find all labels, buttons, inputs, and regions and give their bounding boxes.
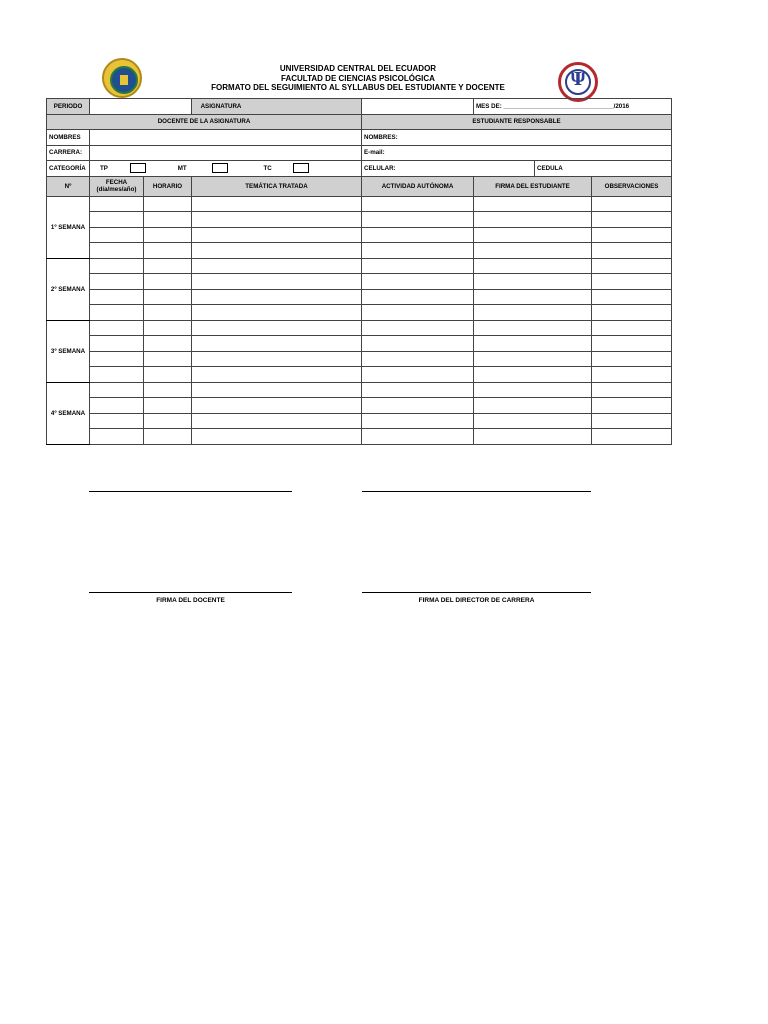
- firma-cell[interactable]: [474, 429, 592, 445]
- table-row: [47, 398, 672, 414]
- observaciones-cell[interactable]: [592, 305, 672, 321]
- horario-cell[interactable]: [144, 398, 192, 414]
- university-seal-icon: [102, 58, 142, 98]
- firma-cell[interactable]: [474, 289, 592, 305]
- observaciones-cell[interactable]: [592, 274, 672, 290]
- table-row: [47, 258, 672, 274]
- actividad-cell[interactable]: [362, 413, 474, 429]
- celular-field[interactable]: CELULAR:: [362, 161, 535, 177]
- table-row: [47, 351, 672, 367]
- horario-cell[interactable]: [144, 289, 192, 305]
- firma-director-label: FIRMA DEL DIRECTOR DE CARRERA: [418, 597, 535, 604]
- carrera-field[interactable]: [90, 145, 362, 161]
- firma-cell[interactable]: [474, 351, 592, 367]
- horario-cell[interactable]: [144, 320, 192, 336]
- week-label: 1º SEMANA: [47, 196, 90, 258]
- observaciones-cell[interactable]: [592, 336, 672, 352]
- firma-cell[interactable]: [474, 243, 592, 259]
- observaciones-cell[interactable]: [592, 367, 672, 383]
- psychology-faculty-logo-icon: Ψ: [558, 62, 598, 102]
- firma-cell[interactable]: [474, 258, 592, 274]
- signature-line-top-right: [362, 491, 591, 492]
- tematica-cell[interactable]: [192, 367, 362, 383]
- document-header: [190, 64, 526, 93]
- tematica-cell[interactable]: [192, 429, 362, 445]
- observaciones-cell[interactable]: [592, 413, 672, 429]
- observaciones-cell[interactable]: [592, 289, 672, 305]
- tematica-cell[interactable]: [192, 398, 362, 414]
- table-row: [47, 227, 672, 243]
- fecha-cell[interactable]: [90, 274, 144, 290]
- firma-cell[interactable]: [474, 320, 592, 336]
- tp-checkbox[interactable]: [130, 163, 146, 173]
- asignatura-field[interactable]: [362, 99, 474, 115]
- tematica-cell[interactable]: [192, 382, 362, 398]
- table-row: [47, 429, 672, 445]
- actividad-cell[interactable]: [362, 289, 474, 305]
- col-no: Nº: [47, 176, 90, 196]
- actividad-cell[interactable]: [362, 243, 474, 259]
- table-row: [47, 305, 672, 321]
- firma-cell[interactable]: [474, 367, 592, 383]
- observaciones-cell[interactable]: [592, 258, 672, 274]
- observaciones-cell[interactable]: [592, 382, 672, 398]
- observaciones-cell[interactable]: [592, 243, 672, 259]
- signature-line-director[interactable]: [362, 592, 591, 593]
- actividad-cell[interactable]: [362, 351, 474, 367]
- signature-line-docente[interactable]: [89, 592, 292, 593]
- week-label: 3º SEMANA: [47, 320, 90, 382]
- table-row: [47, 212, 672, 228]
- header-faculty: FACULTAD DE CIENCIAS PSICOLÓGICA: [281, 73, 435, 83]
- actividad-cell[interactable]: [362, 227, 474, 243]
- mes-field[interactable]: MES DE: ________________________________/2016: [474, 99, 672, 115]
- firma-cell[interactable]: [474, 212, 592, 228]
- table-row: [47, 320, 672, 336]
- col-actividad: ACTIVIDAD AUTÓNOMA: [362, 176, 474, 196]
- cedula-field[interactable]: CEDULA: [535, 161, 672, 177]
- table-row: [47, 367, 672, 383]
- horario-cell[interactable]: [144, 274, 192, 290]
- firma-cell[interactable]: [474, 274, 592, 290]
- observaciones-cell[interactable]: [592, 212, 672, 228]
- table-row: [47, 243, 672, 259]
- fecha-cell[interactable]: [90, 413, 144, 429]
- tematica-cell[interactable]: [192, 243, 362, 259]
- horario-cell[interactable]: [144, 227, 192, 243]
- horario-cell[interactable]: [144, 382, 192, 398]
- horario-cell[interactable]: [144, 196, 192, 212]
- carrera-label: CARRERA:: [47, 145, 90, 161]
- docente-section-title: DOCENTE DE LA ASIGNATURA: [47, 114, 362, 130]
- tematica-cell[interactable]: [192, 336, 362, 352]
- tematica-cell[interactable]: [192, 320, 362, 336]
- horario-cell[interactable]: [144, 305, 192, 321]
- tematica-cell[interactable]: [192, 351, 362, 367]
- fecha-cell[interactable]: [90, 320, 144, 336]
- tematica-cell[interactable]: [192, 196, 362, 212]
- tematica-cell[interactable]: [192, 305, 362, 321]
- fecha-cell[interactable]: [90, 336, 144, 352]
- actividad-cell[interactable]: [362, 398, 474, 414]
- actividad-cell[interactable]: [362, 367, 474, 383]
- signature-line-top-left: [89, 491, 292, 492]
- tematica-cell[interactable]: [192, 212, 362, 228]
- tematica-cell[interactable]: [192, 289, 362, 305]
- table-row: [47, 196, 672, 212]
- horario-cell[interactable]: [144, 336, 192, 352]
- horario-cell[interactable]: [144, 243, 192, 259]
- table-row: [47, 413, 672, 429]
- header-university: UNIVERSIDAD CENTRAL DEL ECUADOR: [279, 64, 437, 73]
- table-row: [47, 336, 672, 352]
- actividad-cell[interactable]: [362, 336, 474, 352]
- fecha-cell[interactable]: [90, 212, 144, 228]
- mt-checkbox[interactable]: [212, 163, 228, 173]
- firma-cell[interactable]: [474, 227, 592, 243]
- table-row: [47, 382, 672, 398]
- email-field[interactable]: E-mail:: [362, 145, 672, 161]
- asignatura-label: ASIGNATURA: [192, 99, 362, 115]
- firma-cell[interactable]: [474, 413, 592, 429]
- observaciones-cell[interactable]: [592, 429, 672, 445]
- syllabus-tracking-table: [46, 98, 672, 445]
- observaciones-cell[interactable]: [592, 398, 672, 414]
- fecha-cell[interactable]: [90, 258, 144, 274]
- firma-cell[interactable]: [474, 305, 592, 321]
- horario-cell[interactable]: [144, 212, 192, 228]
- col-observaciones: OBSERVACIONES: [592, 176, 672, 196]
- estudiante-section-title: ESTUDIANTE RESPONSABLE: [362, 114, 672, 130]
- nombres-docente-field[interactable]: [90, 130, 362, 146]
- actividad-cell[interactable]: [362, 196, 474, 212]
- horario-cell[interactable]: [144, 429, 192, 445]
- fecha-cell[interactable]: [90, 243, 144, 259]
- observaciones-cell[interactable]: [592, 351, 672, 367]
- col-horario: HORARIO: [144, 176, 192, 196]
- observaciones-cell[interactable]: [592, 320, 672, 336]
- observaciones-cell[interactable]: [592, 227, 672, 243]
- header-format-title: FORMATO DEL SEGUIMIENTO AL SYLLABUS DEL ESTUDIANTE Y DOCENTE: [211, 83, 505, 92]
- table-row: [47, 289, 672, 305]
- horario-cell[interactable]: [144, 351, 192, 367]
- fecha-cell[interactable]: [90, 398, 144, 414]
- col-firma-estudiante: FIRMA DEL ESTUDIANTE: [474, 176, 592, 196]
- actividad-cell[interactable]: [362, 258, 474, 274]
- firma-cell[interactable]: [474, 336, 592, 352]
- tematica-cell[interactable]: [192, 413, 362, 429]
- fecha-cell[interactable]: [90, 305, 144, 321]
- periodo-field[interactable]: [90, 99, 192, 115]
- actividad-cell[interactable]: [362, 382, 474, 398]
- nombres-estudiante-field[interactable]: NOMBRES:: [362, 130, 672, 146]
- tematica-cell[interactable]: [192, 227, 362, 243]
- fecha-cell[interactable]: [90, 196, 144, 212]
- firma-cell[interactable]: [474, 382, 592, 398]
- col-tematica: TEMÁTICA TRATADA: [192, 176, 362, 196]
- fecha-cell[interactable]: [90, 351, 144, 367]
- actividad-cell[interactable]: [362, 274, 474, 290]
- horario-cell[interactable]: [144, 367, 192, 383]
- fecha-cell[interactable]: [90, 289, 144, 305]
- table-row: [47, 274, 672, 290]
- actividad-cell[interactable]: [362, 320, 474, 336]
- col-fecha: FECHA (día/mes/año): [90, 176, 144, 196]
- nombres-docente-label: NOMBRES: [47, 130, 90, 146]
- categoria-label: CATEGORÍA: [47, 161, 90, 177]
- horario-cell[interactable]: [144, 413, 192, 429]
- fecha-cell[interactable]: [90, 367, 144, 383]
- actividad-cell[interactable]: [362, 429, 474, 445]
- firma-cell[interactable]: [474, 398, 592, 414]
- categoria-options: TP MT TC: [90, 161, 362, 177]
- fecha-cell[interactable]: [90, 227, 144, 243]
- fecha-cell[interactable]: [90, 382, 144, 398]
- tematica-cell[interactable]: [192, 274, 362, 290]
- week-label: 2º SEMANA: [47, 258, 90, 320]
- fecha-cell[interactable]: [90, 429, 144, 445]
- horario-cell[interactable]: [144, 258, 192, 274]
- tc-checkbox[interactable]: [293, 163, 309, 173]
- firma-cell[interactable]: [474, 196, 592, 212]
- periodo-label: PERIODO: [47, 99, 90, 115]
- tematica-cell[interactable]: [192, 258, 362, 274]
- observaciones-cell[interactable]: [592, 196, 672, 212]
- actividad-cell[interactable]: [362, 212, 474, 228]
- firma-docente-label: FIRMA DEL DOCENTE: [156, 597, 225, 604]
- actividad-cell[interactable]: [362, 305, 474, 321]
- week-label: 4º SEMANA: [47, 382, 90, 444]
